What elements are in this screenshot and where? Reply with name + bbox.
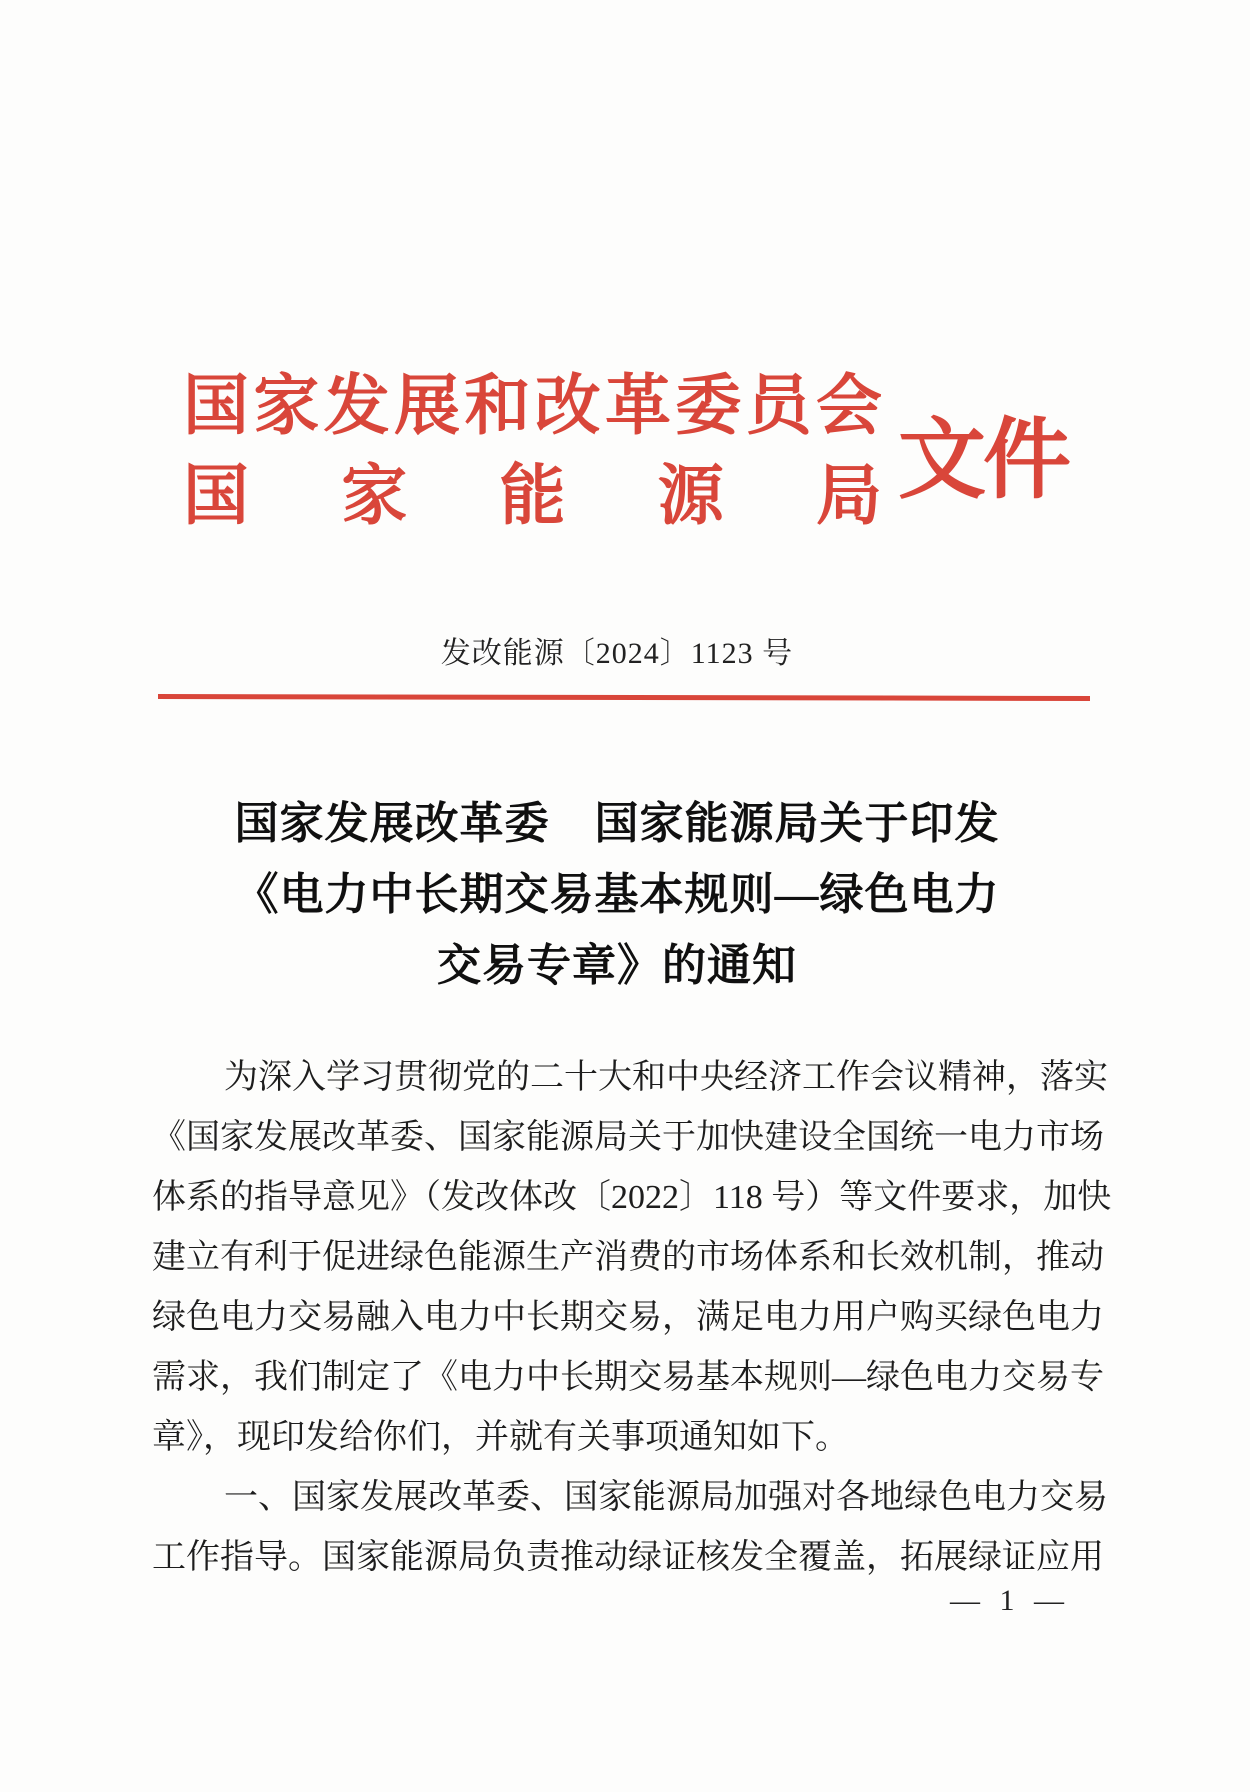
title-line-2: 《电力中长期交易基本规则—绿色电力	[234, 870, 1000, 919]
body-line: 章》，现印发给你们，并就有关事项通知如下。	[152, 1419, 849, 1456]
document-body	[152, 1048, 1112, 1588]
title-line-1: 国家发展改革委 国家能源局关于印发	[234, 799, 1000, 848]
document-title	[152, 788, 1082, 1001]
agency-name-line1: 国 家 发 展 和 改 革 委 员 会	[183, 370, 882, 443]
body-line: 工作指导。国家能源局负责推动绿证核发全覆盖，拓展绿证应用	[152, 1539, 1104, 1576]
body-line: 建立有利于促进绿色能源生产消费的市场体系和长效机制，推动	[152, 1239, 1104, 1276]
red-divider-line	[158, 694, 1090, 701]
body-line: 《国家发展改革委、国家能源局关于加快建设全国统一电力市场	[152, 1119, 1104, 1156]
body-line: 为深入学习贯彻党的二十大和中央经济工作会议精神，落实	[224, 1059, 1108, 1096]
doc-type-label: 文件	[898, 413, 1069, 510]
agency-name-line2: 国 家 能 源 局	[183, 460, 882, 533]
body-line: 一、国家发展改革委、国家能源局加强对各地绿色电力交易	[224, 1479, 1108, 1516]
body-line: 需求，我们制定了《电力中长期交易基本规则—绿色电力交易专	[152, 1359, 1104, 1396]
title-line-3: 交易专章》的通知	[437, 941, 797, 990]
body-line: 体系的指导意见》（发改体改〔2022〕118 号）等文件要求，加快	[152, 1179, 1112, 1216]
document-number: 发改能源〔2024〕1123 号	[440, 637, 794, 670]
page-number: — 1 —	[950, 1584, 1070, 1617]
body-line: 绿色电力交易融入电力中长期交易，满足电力用户购买绿色电力	[152, 1299, 1104, 1336]
